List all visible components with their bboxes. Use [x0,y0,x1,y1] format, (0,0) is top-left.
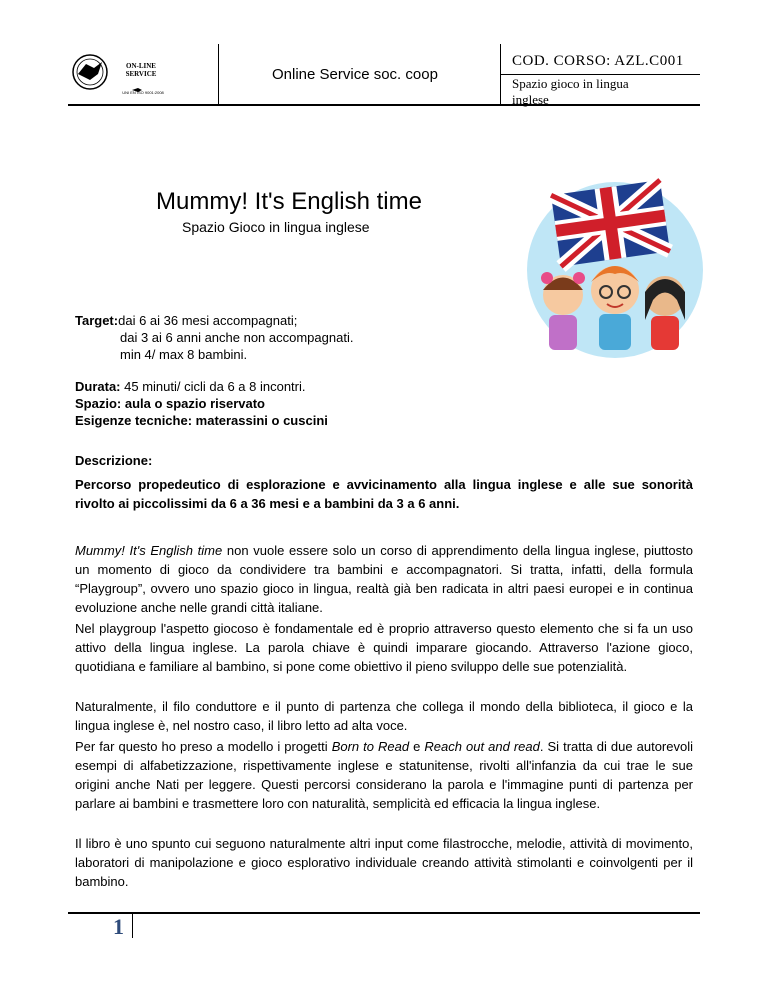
footer-rule [68,912,700,914]
paragraph-2: Nel playgroup l'aspetto giocoso è fondamentale ed è proprio attraverso questo elemento che si fa un uso attivo della lingua inglese. La parola chiave è quindi imparare giocando. Attraverso l'azione gioco, quotidiana e familiare al bambino, si pone come obiettivo il pieno sviluppo delle sue potenzialità. [75,621,693,674]
details-block [75,378,495,429]
paragraph-5: Il libro è uno spunto cui seguono naturalmente altri input come filastrocche, melodie, attività di movimento, laboratori di manipolazione e gioco esplorativo individuale creando attività stimolanti e coinvolgenti per il bambino. [75,836,693,889]
spazio-line: Spazio: aula o spazio riservato [75,396,265,411]
page-number: 1 [113,914,124,939]
kids-flag-illustration [515,170,715,370]
p1-italic: Mummy! It's English time [75,543,223,558]
logo-certification: UNI EN ISO 9001:2008 [122,90,164,95]
p4-text-c: . Si tratta di due autorevoli esempi di alfabetizzazione, rispettivamente inglese e statunitense, rivolti all'infanzia da cui trae le sue origini anche Nati per leggere. Questi percorsi considerano la parola e l'immagine punti di partenza per parlare ai bambini e trasmettere loro con naturalità, semplicità ed efficacia la lingua inglese. [75,739,693,811]
page-subtitle: Spazio Gioco in lingua inglese [182,219,370,235]
durata-value: 45 minuti/ cicli da 6 a 8 incontri. [120,379,306,394]
company-name: Online Service soc. coop [272,66,438,83]
p4-text-b: e [409,739,425,754]
header-divider-1 [218,44,219,104]
p4-text-a: Per far questo ho preso a modello i progetti [75,739,332,754]
page-title: Mummy! It's English time [156,188,422,215]
paragraph-3: Naturalmente, il filo conduttore e il punto di partenza che collega il mondo della biblioteca, il gioco e la lingua inglese è, nel nostro caso, il libro letto ad alta voce. [75,699,693,733]
target-label: Target: [75,313,119,328]
paragraph-4 [75,737,693,813]
paragraph-1 [75,541,693,617]
target-line1: dai 6 ai 36 mesi accompagnati; [118,313,298,328]
durata-label: Durata: [75,379,121,394]
description-heading-text: Descrizione: [75,453,153,468]
logo-text-line2: SERVICE [125,70,157,78]
p1-text: non vuole essere solo un corso di apprendimento della lingua inglese, piuttosto un momento di gioco da condividere tra bambini e accompagnatori. Si tratta, infatti, della formula “Playgroup”, ovvero uno spazio gioco in lingua, realtà già ben radicata in altri paesi europei e in continua evoluzione anche nelle grandi città italiane. [75,543,693,615]
target-line2: dai 3 ai 6 anni anche non accompagnati. [120,330,354,345]
logo-text-line1: ON-LINE [126,62,156,70]
footer-divider [132,912,133,938]
description-heading [75,451,693,470]
p4-italic-2: Reach out and read [424,739,540,754]
p4-italic-1: Born to Read [331,739,410,754]
target-block [75,312,495,363]
course-code: COD. CORSO: AZL.C001 [512,53,684,69]
target-line3: min 4/ max 8 bambini. [120,347,248,362]
company-logo [68,50,188,100]
esigenze-line: Esigenze tecniche: materassini o cuscini [75,413,328,428]
description-intro: Percorso propedeutico di esplorazione e avvicinamento alla lingua inglese e alle sue sonorità rivolto ai piccolissimi da 6 a 36 mesi e a bambini da 3 a 6 anni. [75,477,693,511]
course-name: Spazio gioco in lingua inglese [512,76,629,107]
header-divider-3 [500,74,700,75]
